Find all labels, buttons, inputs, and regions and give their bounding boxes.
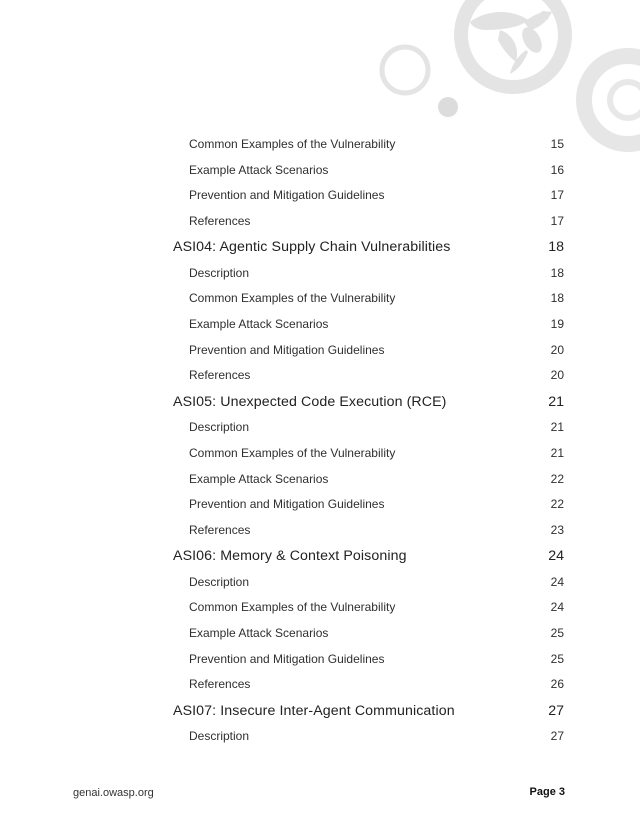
logo-ring (461, 0, 565, 87)
toc-entry-page-number: 25 (550, 651, 564, 666)
toc-entry-title: ASI05: Unexpected Code Execution (RCE) (173, 393, 447, 410)
decor-ring-medium (382, 47, 428, 93)
toc-subentry[interactable] (0, 183, 640, 209)
decor-dot (438, 97, 458, 117)
toc-entry-title: Description (189, 729, 250, 744)
toc-entry-page-number: 20 (550, 368, 564, 383)
toc-subentry[interactable] (0, 492, 640, 518)
toc-subentry[interactable] (0, 286, 640, 312)
toc-entry-title: Example Attack Scenarios (189, 317, 329, 332)
toc-subentry[interactable] (0, 621, 640, 647)
toc-section-entry[interactable] (0, 234, 640, 261)
toc-entry-title: Example Attack Scenarios (189, 471, 329, 486)
toc-entry-page-number: 21 (550, 420, 564, 435)
toc-entry-page-number: 24 (548, 548, 564, 565)
toc-entry-page-number: 19 (550, 317, 564, 332)
toc-entry-title: References (189, 368, 251, 383)
toc-entry-title: ASI04: Agentic Supply Chain Vulnerabilities (173, 239, 451, 256)
toc-entry-title: ASI07: Insecure Inter-Agent Communication (173, 702, 455, 719)
toc-entry-title: ASI06: Memory & Context Poisoning (173, 548, 407, 565)
toc-entry-title: Prevention and Mitigation Guidelines (189, 342, 385, 357)
toc-subentry[interactable] (0, 132, 640, 158)
toc-entry-page-number: 18 (548, 239, 564, 256)
toc-subentry[interactable] (0, 363, 640, 389)
toc-entry-title: Prevention and Mitigation Guidelines (189, 188, 385, 203)
table-of-contents (0, 132, 640, 750)
toc-subentry[interactable] (0, 647, 640, 673)
toc-subentry[interactable] (0, 672, 640, 698)
toc-subentry[interactable] (0, 338, 640, 364)
toc-section-entry[interactable] (0, 698, 640, 725)
toc-entry-title: Common Examples of the Vulnerability (189, 445, 396, 460)
toc-section-entry[interactable] (0, 543, 640, 570)
toc-entry-title: Description (189, 574, 250, 589)
toc-subentry[interactable] (0, 518, 640, 544)
toc-entry-page-number: 18 (550, 291, 564, 306)
toc-entry-page-number: 20 (550, 342, 564, 357)
toc-subentry[interactable] (0, 415, 640, 441)
toc-subentry[interactable] (0, 312, 640, 338)
toc-subentry[interactable] (0, 570, 640, 596)
toc-entry-page-number: 24 (550, 574, 564, 589)
toc-entry-page-number: 17 (550, 213, 564, 228)
toc-entry-page-number: 21 (548, 393, 564, 410)
toc-entry-page-number: 25 (550, 626, 564, 640)
toc-entry-title: Example Attack Scenarios (189, 162, 329, 177)
toc-entry-page-number: 22 (550, 497, 564, 512)
toc-entry-title: Description (189, 420, 250, 435)
toc-entry-title: Example Attack Scenarios (189, 626, 329, 640)
toc-entry-page-number: 18 (550, 265, 564, 280)
decor-ring-right (584, 56, 640, 144)
toc-subentry[interactable] (0, 209, 640, 235)
toc-entry-title: References (189, 522, 251, 537)
toc-entry-page-number: 26 (550, 677, 564, 692)
toc-subentry[interactable] (0, 158, 640, 184)
toc-entry-page-number: 27 (550, 729, 564, 744)
toc-entry-page-number: 16 (550, 162, 564, 177)
toc-entry-page-number: 23 (550, 522, 564, 537)
toc-entry-title: Common Examples of the Vulnerability (189, 291, 396, 306)
toc-entry-page-number: 17 (550, 188, 564, 203)
toc-entry-page-number: 15 (550, 137, 564, 151)
decor-ring-right-inner (610, 82, 640, 118)
footer-page-number: Page 3 (529, 786, 565, 798)
owasp-wasp-logo (470, 11, 552, 74)
toc-entry-page-number: 27 (548, 702, 564, 719)
footer-site-url[interactable]: genai.owasp.org (73, 787, 154, 799)
toc-entry-title: Common Examples of the Vulnerability (189, 137, 396, 151)
toc-subentry[interactable] (0, 724, 640, 750)
toc-entry-title: Prevention and Mitigation Guidelines (189, 497, 385, 512)
toc-entry-title: Common Examples of the Vulnerability (189, 600, 396, 615)
toc-subentry[interactable] (0, 595, 640, 621)
toc-entry-title: Description (189, 265, 250, 280)
toc-entry-title: Prevention and Mitigation Guidelines (189, 651, 385, 666)
toc-entry-title: References (189, 677, 251, 692)
toc-entry-page-number: 22 (550, 471, 564, 486)
toc-section-entry[interactable] (0, 389, 640, 416)
toc-entry-title: References (189, 213, 251, 228)
toc-entry-page-number: 21 (550, 445, 564, 460)
toc-subentry[interactable] (0, 441, 640, 467)
toc-subentry[interactable] (0, 261, 640, 287)
toc-subentry[interactable] (0, 467, 640, 493)
toc-entry-page-number: 24 (550, 600, 564, 615)
